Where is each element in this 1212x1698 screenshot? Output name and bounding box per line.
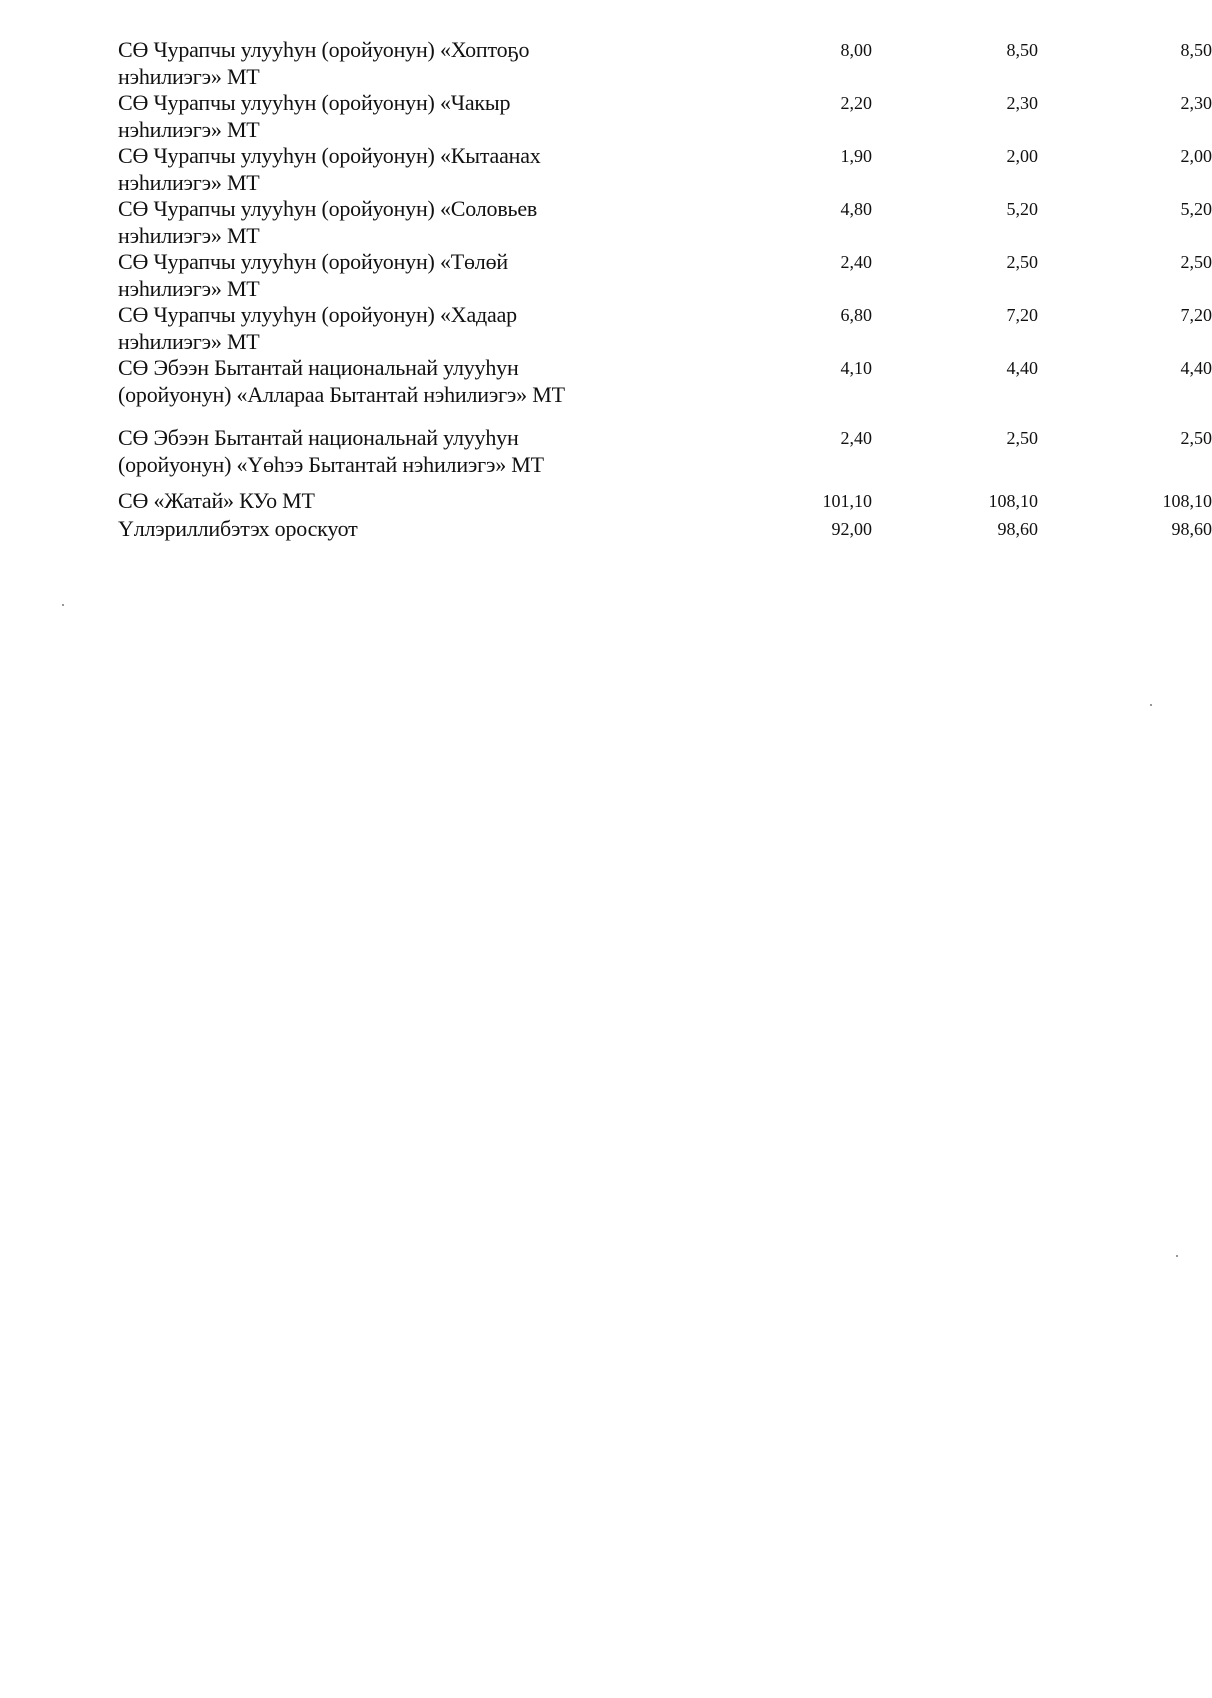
row-value-3: 8,50 — [1180, 40, 1212, 60]
row-value-3: 5,20 — [1180, 199, 1212, 219]
row-name: Үллэриллибэтэх ороскуот — [118, 516, 358, 541]
row-value-2: 98,60 — [997, 519, 1038, 539]
row-value-2: 8,50 — [1006, 40, 1038, 60]
table-row — [118, 36, 1212, 89]
row-name: СӨ Чурапчы улууһун (оройуонун) «Төлөй нэһилиэгэ» МТ — [118, 249, 508, 301]
row-value-3: 108,10 — [1162, 491, 1212, 511]
row-value-1: 2,20 — [840, 93, 872, 113]
table-row — [118, 515, 1212, 543]
row-value-1: 2,40 — [840, 252, 872, 272]
row-value-3: 98,60 — [1171, 519, 1212, 539]
row-value-3: 2,30 — [1180, 93, 1212, 113]
table-row — [118, 487, 1212, 515]
row-value-1: 4,10 — [840, 358, 872, 378]
scan-speck — [62, 604, 64, 606]
scan-speck — [1176, 1255, 1178, 1257]
row-value-1: 2,40 — [840, 428, 872, 448]
row-name: СӨ Эбээн Бытантай национальнай улууһун (оройуонун) «Аллараа Бытантай нэһилиэгэ» МТ — [118, 355, 565, 407]
row-name: СӨ Эбээн Бытантай национальнай улууһун (оройуонун) «Үөһээ Бытантай нэһилиэгэ» МТ — [118, 425, 544, 477]
row-value-1: 92,00 — [831, 519, 872, 539]
row-value-3: 4,40 — [1180, 358, 1212, 378]
table-row — [118, 301, 1212, 354]
row-name: СӨ «Жатай» КУо МТ — [118, 488, 315, 513]
row-value-1: 6,80 — [840, 305, 872, 325]
row-value-1: 8,00 — [840, 40, 872, 60]
table-row — [118, 424, 1212, 487]
row-name: СӨ Чурапчы улууһун (оройуонун) «Чакыр нэһилиэгэ» МТ — [118, 90, 511, 142]
row-name: СӨ Чурапчы улууһун (оройуонун) «Хоптоҕо нэһилиэгэ» МТ — [118, 37, 530, 89]
row-value-2: 2,50 — [1006, 252, 1038, 272]
row-name: СӨ Чурапчы улууһун (оройуонун) «Хадаар нэһилиэгэ» МТ — [118, 302, 517, 354]
row-name: СӨ Чурапчы улууһун (оройуонун) «Кытаанах нэһилиэгэ» МТ — [118, 143, 541, 195]
row-value-2: 4,40 — [1006, 358, 1038, 378]
row-value-1: 1,90 — [840, 146, 872, 166]
row-value-3: 2,50 — [1180, 252, 1212, 272]
row-value-2: 2,50 — [1006, 428, 1038, 448]
row-value-3: 2,00 — [1180, 146, 1212, 166]
row-value-2: 108,10 — [988, 491, 1038, 511]
row-value-2: 7,20 — [1006, 305, 1038, 325]
table-row — [118, 195, 1212, 248]
table-row — [118, 142, 1212, 195]
table-row — [118, 354, 1212, 424]
row-value-1: 101,10 — [822, 491, 872, 511]
row-value-2: 2,00 — [1006, 146, 1038, 166]
budget-table — [118, 36, 1212, 543]
row-value-2: 5,20 — [1006, 199, 1038, 219]
row-value-1: 4,80 — [840, 199, 872, 219]
row-value-2: 2,30 — [1006, 93, 1038, 113]
scan-speck — [1150, 704, 1152, 706]
row-value-3: 7,20 — [1180, 305, 1212, 325]
row-name: СӨ Чурапчы улууһун (оройуонун) «Соловьев нэһилиэгэ» МТ — [118, 196, 538, 248]
table-row — [118, 248, 1212, 301]
row-value-3: 2,50 — [1180, 428, 1212, 448]
table-row — [118, 89, 1212, 142]
